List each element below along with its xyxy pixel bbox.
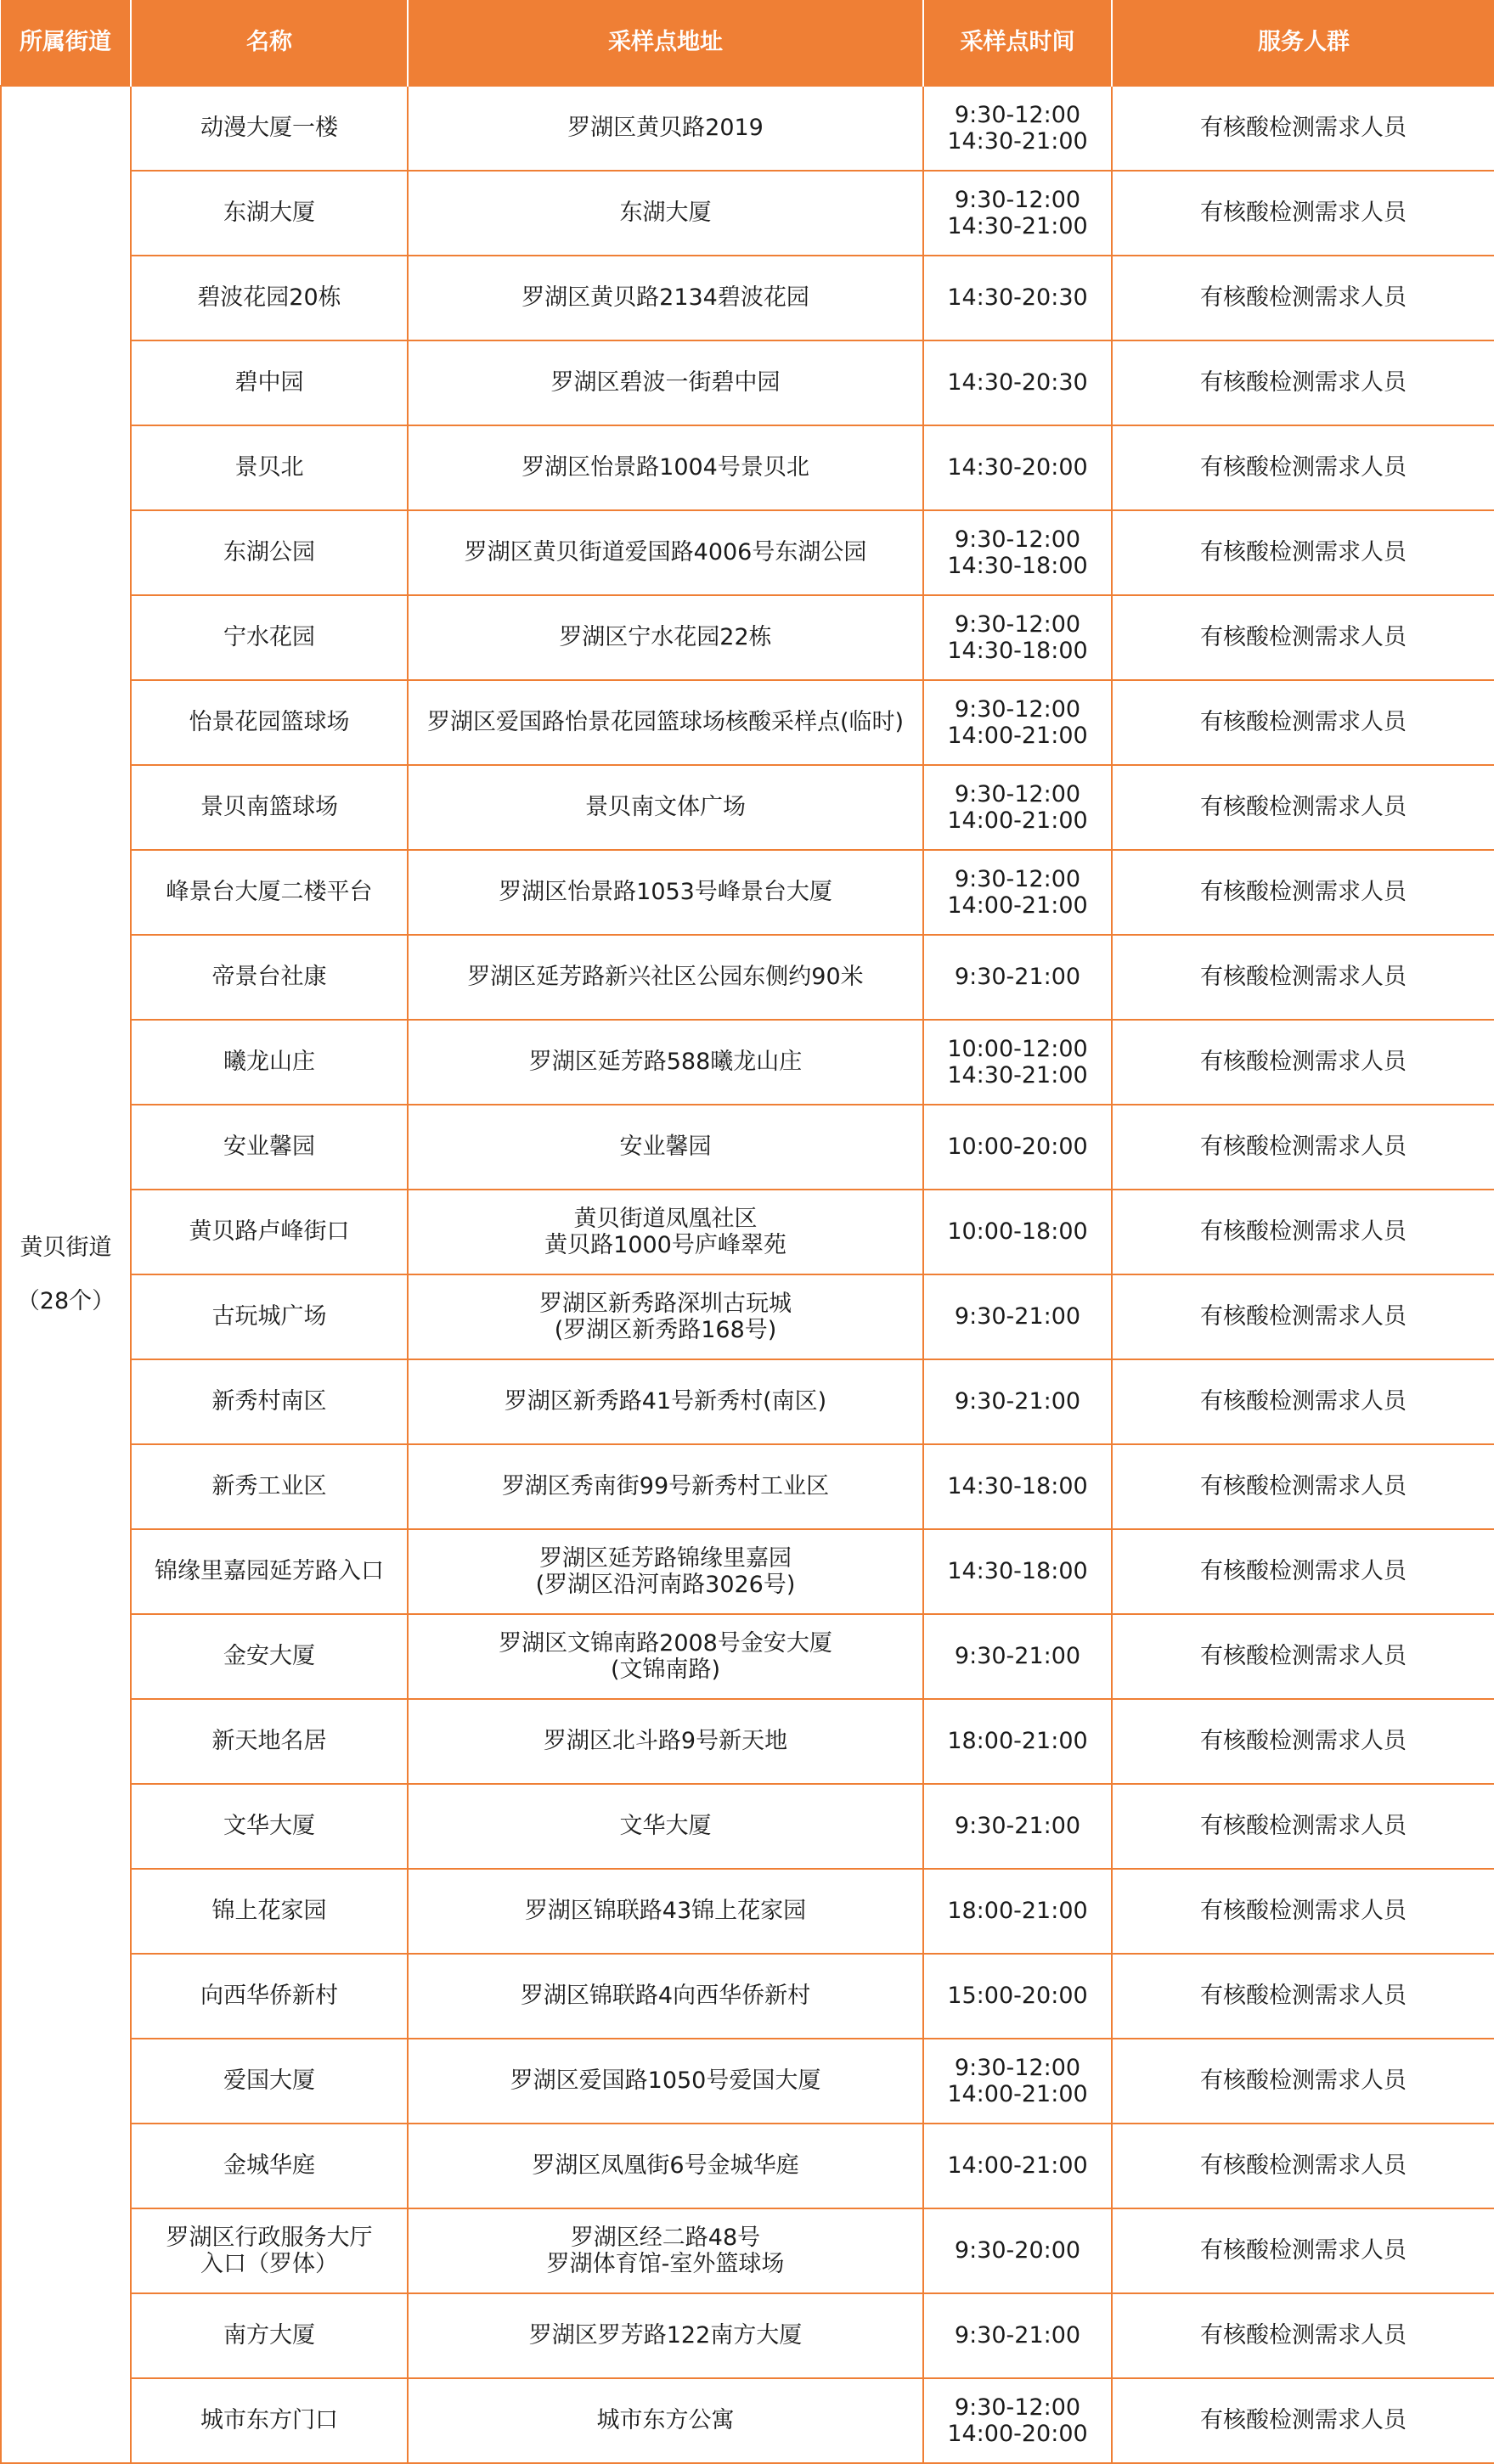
site-address-cell: 罗湖区黄贝路2019 <box>408 86 923 171</box>
site-address-cell: 罗湖区锦联路4向西华侨新村 <box>408 1954 923 2039</box>
site-address-cell: 安业馨园 <box>408 1105 923 1190</box>
site-address-cell: 罗湖区怡景路1053号峰景台大厦 <box>408 850 923 935</box>
site-address-cell: 罗湖区新秀路41号新秀村(南区) <box>408 1359 923 1444</box>
site-name-cell: 曦龙山庄 <box>131 1020 408 1105</box>
site-service-cell: 有核酸检测需求人员 <box>1112 86 1494 171</box>
site-address-cell: 罗湖区怡景路1004号景贝北 <box>408 425 923 510</box>
table-row <box>1 1020 1494 1105</box>
table-row <box>1 1444 1494 1529</box>
site-time-cell: 10:00-12:00 14:30-21:00 <box>923 1020 1112 1105</box>
site-service-cell: 有核酸检测需求人员 <box>1112 1614 1494 1699</box>
site-time-cell: 15:00-20:00 <box>923 1954 1112 2039</box>
site-address-cell: 黄贝街道凤凰社区 黄贝路1000号庐峰翠苑 <box>408 1190 923 1274</box>
table-row <box>1 1190 1494 1274</box>
site-address-cell: 罗湖区锦联路43锦上花家园 <box>408 1869 923 1954</box>
site-name-cell: 新秀工业区 <box>131 1444 408 1529</box>
site-address-cell: 东湖大厦 <box>408 171 923 256</box>
site-service-cell: 有核酸检测需求人员 <box>1112 1784 1494 1869</box>
table-row <box>1 2293 1494 2378</box>
table-row <box>1 1954 1494 2039</box>
site-name-cell: 金城华庭 <box>131 2124 408 2208</box>
site-service-cell: 有核酸检测需求人员 <box>1112 1020 1494 1105</box>
site-address-cell: 罗湖区延芳路新兴社区公园东侧约90米 <box>408 935 923 1020</box>
site-time-cell: 18:00-21:00 <box>923 1869 1112 1954</box>
header-time: 采样点时间 <box>923 0 1112 86</box>
site-name-cell: 城市东方门口 <box>131 2378 408 2463</box>
table-row <box>1 1699 1494 1784</box>
site-service-cell: 有核酸检测需求人员 <box>1112 1190 1494 1274</box>
site-time-cell: 9:30-21:00 <box>923 1614 1112 1699</box>
site-service-cell: 有核酸检测需求人员 <box>1112 1444 1494 1529</box>
site-service-cell: 有核酸检测需求人员 <box>1112 2039 1494 2124</box>
header-row <box>1 0 1494 86</box>
site-address-cell: 罗湖区延芳路588曦龙山庄 <box>408 1020 923 1105</box>
street-count: （28个） <box>16 1287 116 1314</box>
site-service-cell: 有核酸检测需求人员 <box>1112 425 1494 510</box>
site-address-cell: 城市东方公寓 <box>408 2378 923 2463</box>
site-service-cell: 有核酸检测需求人员 <box>1112 850 1494 935</box>
site-time-cell: 14:30-18:00 <box>923 1444 1112 1529</box>
site-name-cell: 宁水花园 <box>131 595 408 680</box>
site-address-cell: 罗湖区延芳路锦缘里嘉园 (罗湖区沿河南路3026号) <box>408 1529 923 1614</box>
site-time-cell: 9:30-21:00 <box>923 1784 1112 1869</box>
site-time-cell: 9:30-20:00 <box>923 2208 1112 2293</box>
table-row <box>1 1529 1494 1614</box>
site-address-cell: 文华大厦 <box>408 1784 923 1869</box>
site-time-cell: 9:30-21:00 <box>923 1359 1112 1444</box>
site-name-cell: 金安大厦 <box>131 1614 408 1699</box>
site-time-cell: 10:00-18:00 <box>923 1190 1112 1274</box>
site-name-cell: 碧波花园20栋 <box>131 256 408 340</box>
site-service-cell: 有核酸检测需求人员 <box>1112 680 1494 765</box>
site-address-cell: 罗湖区罗芳路122南方大厦 <box>408 2293 923 2378</box>
site-time-cell: 18:00-21:00 <box>923 1699 1112 1784</box>
table-row <box>1 2208 1494 2293</box>
table-row <box>1 1614 1494 1699</box>
table-row <box>1 935 1494 1020</box>
site-address-cell: 罗湖区经二路48号 罗湖体育馆-室外篮球场 <box>408 2208 923 2293</box>
table-row <box>1 1359 1494 1444</box>
site-time-cell: 9:30-12:00 14:00-21:00 <box>923 765 1112 850</box>
site-name-cell: 帝景台社康 <box>131 935 408 1020</box>
site-service-cell: 有核酸检测需求人员 <box>1112 765 1494 850</box>
table-row <box>1 595 1494 680</box>
site-time-cell: 9:30-12:00 14:30-21:00 <box>923 171 1112 256</box>
site-time-cell: 14:30-20:00 <box>923 425 1112 510</box>
site-name-cell: 新秀村南区 <box>131 1359 408 1444</box>
site-service-cell: 有核酸检测需求人员 <box>1112 1954 1494 2039</box>
site-service-cell: 有核酸检测需求人员 <box>1112 935 1494 1020</box>
table-row <box>1 2039 1494 2124</box>
site-service-cell: 有核酸检测需求人员 <box>1112 1699 1494 1784</box>
site-address-cell: 罗湖区爱国路1050号爱国大厦 <box>408 2039 923 2124</box>
site-name-cell: 罗湖区行政服务大厅 入口（罗体） <box>131 2208 408 2293</box>
site-time-cell: 14:30-20:30 <box>923 340 1112 425</box>
site-name-cell: 东湖大厦 <box>131 171 408 256</box>
site-time-cell: 9:30-12:00 14:30-18:00 <box>923 595 1112 680</box>
site-address-cell: 罗湖区新秀路深圳古玩城 (罗湖区新秀路168号) <box>408 1274 923 1359</box>
site-service-cell: 有核酸检测需求人员 <box>1112 340 1494 425</box>
site-address-cell: 罗湖区黄贝路2134碧波花园 <box>408 256 923 340</box>
table-row <box>1 1784 1494 1869</box>
site-service-cell: 有核酸检测需求人员 <box>1112 1274 1494 1359</box>
site-name-cell: 锦缘里嘉园延芳路入口 <box>131 1529 408 1614</box>
site-name-cell: 新天地名居 <box>131 1699 408 1784</box>
site-time-cell: 9:30-12:00 14:00-21:00 <box>923 680 1112 765</box>
table-row <box>1 850 1494 935</box>
site-name-cell: 黄贝路卢峰街口 <box>131 1190 408 1274</box>
site-address-cell: 罗湖区碧波一街碧中园 <box>408 340 923 425</box>
site-address-cell: 罗湖区北斗路9号新天地 <box>408 1699 923 1784</box>
table-row <box>1 765 1494 850</box>
site-time-cell: 9:30-12:00 14:00-21:00 <box>923 850 1112 935</box>
site-name-cell: 古玩城广场 <box>131 1274 408 1359</box>
site-time-cell: 14:30-18:00 <box>923 1529 1112 1614</box>
site-name-cell: 文华大厦 <box>131 1784 408 1869</box>
table-header <box>1 0 1494 86</box>
site-name-cell: 安业馨园 <box>131 1105 408 1190</box>
table-row <box>1 510 1494 595</box>
table-row <box>1 1274 1494 1359</box>
site-service-cell: 有核酸检测需求人员 <box>1112 2208 1494 2293</box>
site-address-cell: 景贝南文体广场 <box>408 765 923 850</box>
table-row <box>1 86 1494 171</box>
site-name-cell: 碧中园 <box>131 340 408 425</box>
table-row <box>1 2124 1494 2208</box>
site-time-cell: 9:30-12:00 14:30-21:00 <box>923 86 1112 171</box>
site-service-cell: 有核酸检测需求人员 <box>1112 595 1494 680</box>
street-name: 黄贝街道 <box>20 1235 112 1262</box>
header-address: 采样点地址 <box>408 0 923 86</box>
site-time-cell: 9:30-12:00 14:00-21:00 <box>923 2039 1112 2124</box>
site-service-cell: 有核酸检测需求人员 <box>1112 2378 1494 2463</box>
site-time-cell: 9:30-21:00 <box>923 2293 1112 2378</box>
site-service-cell: 有核酸检测需求人员 <box>1112 1529 1494 1614</box>
site-name-cell: 景贝北 <box>131 425 408 510</box>
table-row <box>1 2378 1494 2463</box>
site-time-cell: 9:30-21:00 <box>923 935 1112 1020</box>
header-name: 名称 <box>131 0 408 86</box>
site-name-cell: 南方大厦 <box>131 2293 408 2378</box>
site-address-cell: 罗湖区秀南街99号新秀村工业区 <box>408 1444 923 1529</box>
site-name-cell: 爱国大厦 <box>131 2039 408 2124</box>
site-time-cell: 14:00-21:00 <box>923 2124 1112 2208</box>
site-address-cell: 罗湖区文锦南路2008号金安大厦 (文锦南路) <box>408 1614 923 1699</box>
site-service-cell: 有核酸检测需求人员 <box>1112 1869 1494 1954</box>
site-time-cell: 14:30-20:30 <box>923 256 1112 340</box>
site-address-cell: 罗湖区爱国路怡景花园篮球场核酸采样点(临时) <box>408 680 923 765</box>
site-service-cell: 有核酸检测需求人员 <box>1112 2124 1494 2208</box>
table-row <box>1 340 1494 425</box>
site-name-cell: 峰景台大厦二楼平台 <box>131 850 408 935</box>
street-cell <box>1 86 131 2463</box>
site-service-cell: 有核酸检测需求人员 <box>1112 171 1494 256</box>
header-service: 服务人群 <box>1112 0 1494 86</box>
site-service-cell: 有核酸检测需求人员 <box>1112 256 1494 340</box>
site-time-cell: 10:00-20:00 <box>923 1105 1112 1190</box>
site-service-cell: 有核酸检测需求人员 <box>1112 510 1494 595</box>
site-name-cell: 景贝南篮球场 <box>131 765 408 850</box>
site-name-cell: 怡景花园篮球场 <box>131 680 408 765</box>
table-row <box>1 1105 1494 1190</box>
table-body <box>1 86 1494 2463</box>
site-time-cell: 9:30-12:00 14:00-20:00 <box>923 2378 1112 2463</box>
table-row <box>1 171 1494 256</box>
site-time-cell: 9:30-21:00 <box>923 1274 1112 1359</box>
site-service-cell: 有核酸检测需求人员 <box>1112 2293 1494 2378</box>
site-address-cell: 罗湖区黄贝街道爱国路4006号东湖公园 <box>408 510 923 595</box>
site-name-cell: 锦上花家园 <box>131 1869 408 1954</box>
table-row <box>1 1869 1494 1954</box>
site-name-cell: 东湖公园 <box>131 510 408 595</box>
table-row <box>1 425 1494 510</box>
site-address-cell: 罗湖区宁水花园22栋 <box>408 595 923 680</box>
site-time-cell: 9:30-12:00 14:30-18:00 <box>923 510 1112 595</box>
header-street: 所属街道 <box>1 0 131 86</box>
table-row <box>1 680 1494 765</box>
site-name-cell: 动漫大厦一楼 <box>131 86 408 171</box>
site-name-cell: 向西华侨新村 <box>131 1954 408 2039</box>
table-row <box>1 256 1494 340</box>
site-service-cell: 有核酸检测需求人员 <box>1112 1105 1494 1190</box>
site-address-cell: 罗湖区凤凰街6号金城华庭 <box>408 2124 923 2208</box>
site-service-cell: 有核酸检测需求人员 <box>1112 1359 1494 1444</box>
